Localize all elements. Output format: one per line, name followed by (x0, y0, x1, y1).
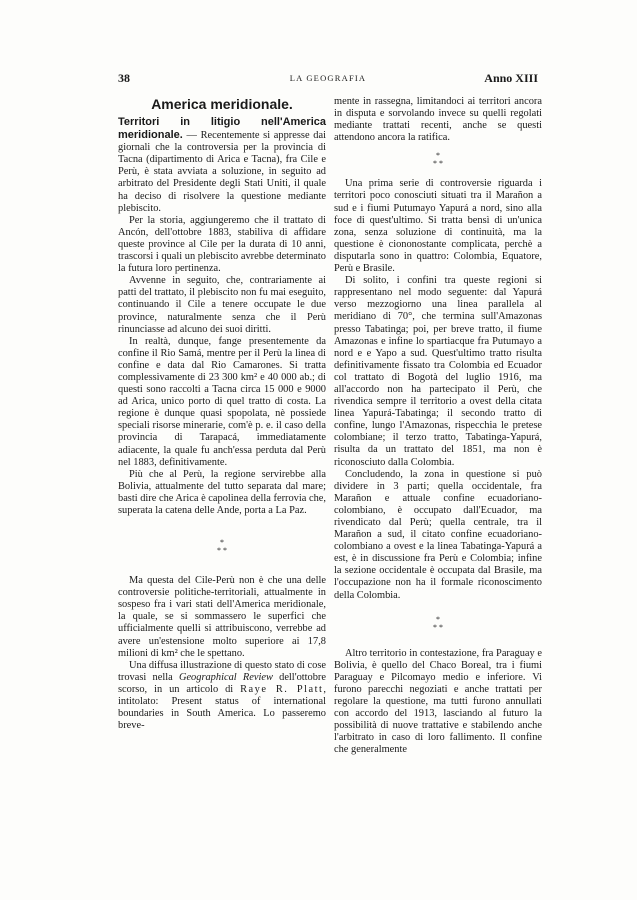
paragraph: Altro territorio in contestazione, fra Paraguay e Bolivia, è quello del Chaco Boreal, tra i fiumi Paraguay e Pilcomayo medio e inferiore. Vi furono parecchi negoziati e anche trattati per regolare la questione, ma tutti furono annullati con accordo del 1913, lasciando al futuro la possibilità di nuove trattative e stabilendo anche l'arbitrato in caso di loro fallimento. Il confine che generalmente (334, 647, 542, 756)
author-name: Raye R. Platt (240, 683, 324, 695)
separator-stars-row: * * (217, 546, 227, 556)
separator-star: * (220, 538, 224, 548)
page-header (118, 71, 538, 85)
section-separator (334, 152, 542, 168)
separator-stars-row: * * (433, 159, 443, 169)
paragraph: Di solito, i confini tra queste regioni si rappresentano nel modo seguente: dal Yapurá verso mezzogiorno una linea parallela al meridiano di 70°, che termina sull'Amazonas presso Tabatinga; poi, per breve tratto, il fiume Amazonas e infine lo spartiacque fra Putumayo a nord e e Yapo a sud. Quest'ultimo tratto risulta definitivamente fissato tra Colombia ed Ecuador col trattato di Bogotà del luglio 1916, ma all'accordo non ha partecipato il Perù, che rivendica sempre il territorio a ovest della citata linea Yapurá-Tabatinga; il secondo tratto di confine, lungo l'Amazonas, rispecchia le pretese colombiane; il terzo tratto, Tabatinga-Yapurá, risulta da un trattato del 1851, ma non è riconosciuto dalla Colombia. (334, 275, 542, 468)
section-title: America meridionale. (151, 96, 293, 112)
paragraph: Concludendo, la zona in questione si può dividere in 3 parti; quella occidentale, fra Marañon e attuale confine ecuadoriano-colombiano, è occupato dall'Ecuador, ma rivendicato dal Perù; quella centrale, tra il Marañon a sud, il citato confine ecuadoriano-colombiano a ovest e la linea Tabatinga-Yapurá a est, è in discussione fra Perù e Colombia; infine la sezione occidentale è occupata dal Brasile, ma l'occupazione non ha il formale riconoscimento della Colombia. (334, 468, 542, 601)
separator-stars-row: * * (433, 622, 443, 632)
separator-star: * (436, 614, 440, 624)
paragraph-text: , intitolato: Present status of international boundaries in South America. Lo passeremo breve- (118, 683, 326, 732)
left-column (118, 96, 326, 732)
paragraph (118, 116, 326, 215)
separator-star: * (436, 151, 440, 161)
paragraph: Più che al Perù, la regione servirebbe alla Bolivia, attualmente del tutto separata dal mare; basti dire che Arica è capolinea della ferrovia che, superata la catena delle Ande, porta a La Paz. (118, 468, 326, 516)
section-separator (118, 539, 326, 555)
paragraph: Una prima serie di controversie riguarda i territori poco conosciuti situati tra il Marañon a sud e i fiumi Putumayo Yapurá a nord, sino alla foce di quest'ultimo. Si tratta bensì di un'unica zona, senza soluzione di continuità, ma la questione è ciononostante complicata, perchè a disputarla sono in quattro: Colombia, Equatore, Perù e Brasile. (334, 178, 542, 275)
journal-title: Geographical Review (178, 671, 273, 683)
subheading: Territori in litigio nell'America meridionale. (118, 116, 326, 142)
section-separator (334, 616, 542, 632)
paragraph: In realtà, dunque, fange presentemente da confine il Rio Samá, mentre per il Perù la linea di confine e data dal Rio Camarones. Si tratta complessivamente di 23 300 km² e 40 000 ab.; di questi sono raccolti a Tacna circa 15 000 e 9000 ad Arica, unico porto di quel tratto di costa. La regione è dunque quasi spopolata, nè possiede speciali risorse minerarie, com'è p. e. il caso della provincia di Tarapacá, immediatamente adiacente, la quale fu anch'essa perduta dal Perù nel 1883, definitivamente. (118, 335, 326, 468)
paragraph: mente in rassegna, limitandoci ai territori ancora in disputa e sorvolando invece su quelli regolati mediante trattati recenti, anche se questi attendono ancora la ratifica. (334, 96, 542, 144)
volume-year: Anno XIII (484, 71, 538, 85)
paragraph: Avvenne in seguito, che, contrariamente ai patti del trattato, il plebiscito non fu mai eseguito, continuando il Cile a tenere occupate le due province, naturalmente senza che il Perù rinunciasse ad alcuno dei suoi diritti. (118, 275, 326, 335)
paragraph: Ma questa del Cile-Perù non è che una delle controversie politiche-territoriali, attualmente in sospeso fra i vari stati dell'America meridionale, la quale, se si sommassero le superfici che ufficialmente quelli si attribuiscono, verrebbe ad avere un'estensione molto superiore ai 17,8 milioni di km² che le spettano. (118, 575, 326, 659)
running-title: LA GEOGRAFIA (289, 73, 367, 83)
paragraph-text: — Recentemente si appresse dai giornali che la controversia per la provincia di Tacna (dipartimento di Arica e Tacna), fra Cile e Perù, è stata avviata a soluzione, in seguito ad arbitrato del Presidente degli Stati Uniti, il quale ha deciso di risolvere la questione mediante plebiscito. (118, 130, 326, 214)
page-number: 38 (118, 71, 130, 85)
right-column (334, 96, 542, 757)
paragraph-text: dell'ottobre scorso, in un articolo di (118, 671, 327, 695)
paragraph-text: Una diffusa illustrazione di questo stato di cose trovasi nella (118, 659, 326, 683)
paragraph: Per la storia, aggiungeremo che il trattato di Ancón, dell'ottobre 1883, stabiliva di affidare queste province al Cile per la durata di 10 anni, trascorsi i quali un plebiscito avrebbe determinato la futura loro pertinenza. (118, 214, 326, 275)
paragraph (118, 660, 326, 733)
